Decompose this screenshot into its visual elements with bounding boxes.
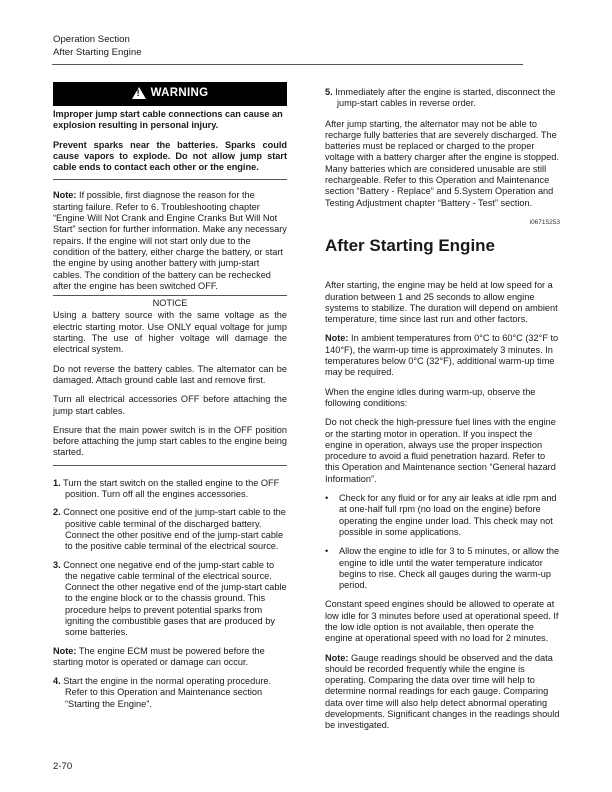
notice-text-1: Using a battery source with the same voltage as the electric starting motor. Use ONLY equal voltage for jump starting. The use of higher voltage will damage the electrical system. bbox=[53, 310, 287, 355]
step-text: Turn the start switch on the stalled engine to the OFF position. Turn off all the engines accessories. bbox=[60, 477, 280, 500]
fuel-lines-text: Do not check the high-pressure fuel lines with the engine or the starting motor in operation. If you inspect the engine in operation, always use the proper inspection procedure to avoid a fluid penetration hazard. Refer to this Operation and Maintenance section “General hazard Information”. bbox=[325, 417, 556, 484]
step-5 bbox=[325, 87, 560, 110]
header-rule bbox=[52, 64, 523, 65]
reference-id: i06715253 bbox=[529, 218, 560, 226]
warning-text-1: Improper jump start cable connections can cause an explosion resulting in personal injury. bbox=[53, 109, 283, 131]
note-label: Note: bbox=[325, 333, 349, 344]
running-header bbox=[53, 34, 142, 59]
constant-speed-text: Constant speed engines should be allowed to operate at low idle for 3 minutes before used at operational speed. If the low idle option is not available, then operate the engine at operational speed with no load for 2 minutes. bbox=[325, 599, 559, 644]
note-text: If possible, first diagnose the reason for the starting failure. Refer to 6. Troubleshooting chapter “Engine Will Not Crank and Engine Cranks But Will Not Start” section for further information. Make any necessary repairs. If the engine will not start only due to the condition of the battery, either charge the battery, or start the engine by using another battery with jump-start cables. The condition of the battery can be rechecked after the engine has been switched OFF. bbox=[53, 190, 287, 291]
notice-rule bbox=[53, 465, 287, 466]
warning-triangle-icon bbox=[132, 87, 146, 99]
note-label: Note: bbox=[325, 652, 349, 663]
step-text: Immediately after the engine is started, disconnect the jump-start cables in reverse order. bbox=[332, 87, 556, 109]
bullet-item bbox=[325, 493, 560, 538]
note-gauge bbox=[325, 653, 560, 732]
bullet-text: Check for any fluid or for any air leaks at idle rpm and at one-half full rpm (no load on the engine) before operating the engine under load. This check may not possible in some applications. bbox=[339, 493, 557, 537]
step-1 bbox=[53, 478, 287, 501]
warning-text-2: Prevent sparks near the batteries. Sparks could cause vapors to explode. Do not allow jump start cable ends to contact each other or the engine. bbox=[53, 139, 287, 173]
warning-banner bbox=[53, 82, 287, 106]
note-rule bbox=[53, 295, 287, 296]
step-text: Connect one negative end of the jump-start cable to the negative cable terminal of the electrical source. Connect the other negative end of the jump-start cable to the engine block or to the chassis ground. This procedure helps to prevent potential sparks from igniting the combustible gases that are produced by some batteries. bbox=[60, 559, 287, 638]
warning-label: WARNING bbox=[150, 87, 209, 100]
step-number: 2. bbox=[53, 507, 61, 518]
note-warmup bbox=[325, 333, 560, 378]
page-number: 2-70 bbox=[53, 761, 73, 772]
bullet-icon: • bbox=[325, 493, 329, 504]
note-text: The engine ECM must be powered before the starting motor is operated or damage can occur. bbox=[53, 645, 265, 667]
notice-text-3: Turn all electrical accessories OFF before attaching the jump start cables. bbox=[53, 394, 287, 416]
step-number: 1. bbox=[53, 477, 61, 488]
note-text: Gauge readings should be observed and the data should be recorded frequently while the engine is operating. Comparing the data over time will help to determine normal readings for each gauge. Comparing data over time will also help detect abnormal operating developments. Significant changes in the readings should be investigated. bbox=[325, 652, 560, 731]
bullet-icon: • bbox=[325, 546, 329, 557]
warning-rule bbox=[53, 179, 287, 180]
note-diagnose bbox=[53, 190, 287, 292]
note-text: In ambient temperatures from 0°C to 60°C (32°F to 140°F), the warm-up time is approximately 3 minutes. In temperatures below 0°C (32°F), additional warm-up time may be required. bbox=[325, 333, 559, 378]
step-number: 5. bbox=[325, 87, 333, 97]
section-title: After Starting Engine bbox=[325, 236, 496, 256]
step-3 bbox=[53, 560, 287, 639]
after-jump-text: After jump starting, the alternator may not be able to recharge fully batteries that are severely discharged. The batteries must be replaced or charged to the proper voltage with a battery charger after the engine is stopped. Many batteries which are considered unusable are still rechargeable. Refer to this Operation and Maintenance section “Battery - Replace” and 5.System Operation and Testing Adjustment chapter “Battery - Test” section. bbox=[325, 118, 559, 208]
step-4 bbox=[53, 676, 287, 710]
header-section: Operation Section bbox=[53, 34, 130, 45]
note-ecm bbox=[53, 646, 287, 669]
notice-text-4: Ensure that the main power switch is in the OFF position before attaching the jump start cables to the engine being started. bbox=[53, 424, 287, 458]
note-label: Note: bbox=[53, 190, 77, 201]
right-column bbox=[325, 87, 560, 740]
step-2 bbox=[53, 507, 287, 552]
intro-text: After starting, the engine may be held at low speed for a duration between 1 and 25 seconds to allow engine systems to stabilize. The duration will depend on ambient temperature, time since last run and other factors. bbox=[325, 280, 558, 325]
left-column bbox=[53, 82, 287, 717]
bullet-text: Allow the engine to idle for 3 to 5 minutes, or allow the engine to idle until the water temperature indicator begins to rise. Check all gauges during the warm-up period. bbox=[339, 546, 560, 591]
step-number: 3. bbox=[53, 559, 61, 570]
header-subsection: After Starting Engine bbox=[53, 46, 142, 58]
bullet-item bbox=[325, 546, 560, 591]
notice-text-2: Do not reverse the battery cables. The alternator can be damaged. Attach ground cable last and remove first. bbox=[53, 363, 287, 385]
notice-title: NOTICE bbox=[152, 298, 188, 309]
note-label: Note: bbox=[53, 645, 77, 656]
idle-intro: When the engine idles during warm-up, observe the following conditions: bbox=[325, 386, 536, 408]
step-text: Start the engine in the normal operating procedure. Refer to this Operation and Maintenance section “Starting the Engine”. bbox=[60, 676, 272, 709]
step-number: 4. bbox=[53, 676, 61, 687]
step-text: Connect one positive end of the jump-start cable to the positive cable terminal of the discharged battery. Connect the other positive end of the jump-start cable to the positive cable terminal of the electrical source. bbox=[60, 507, 286, 552]
